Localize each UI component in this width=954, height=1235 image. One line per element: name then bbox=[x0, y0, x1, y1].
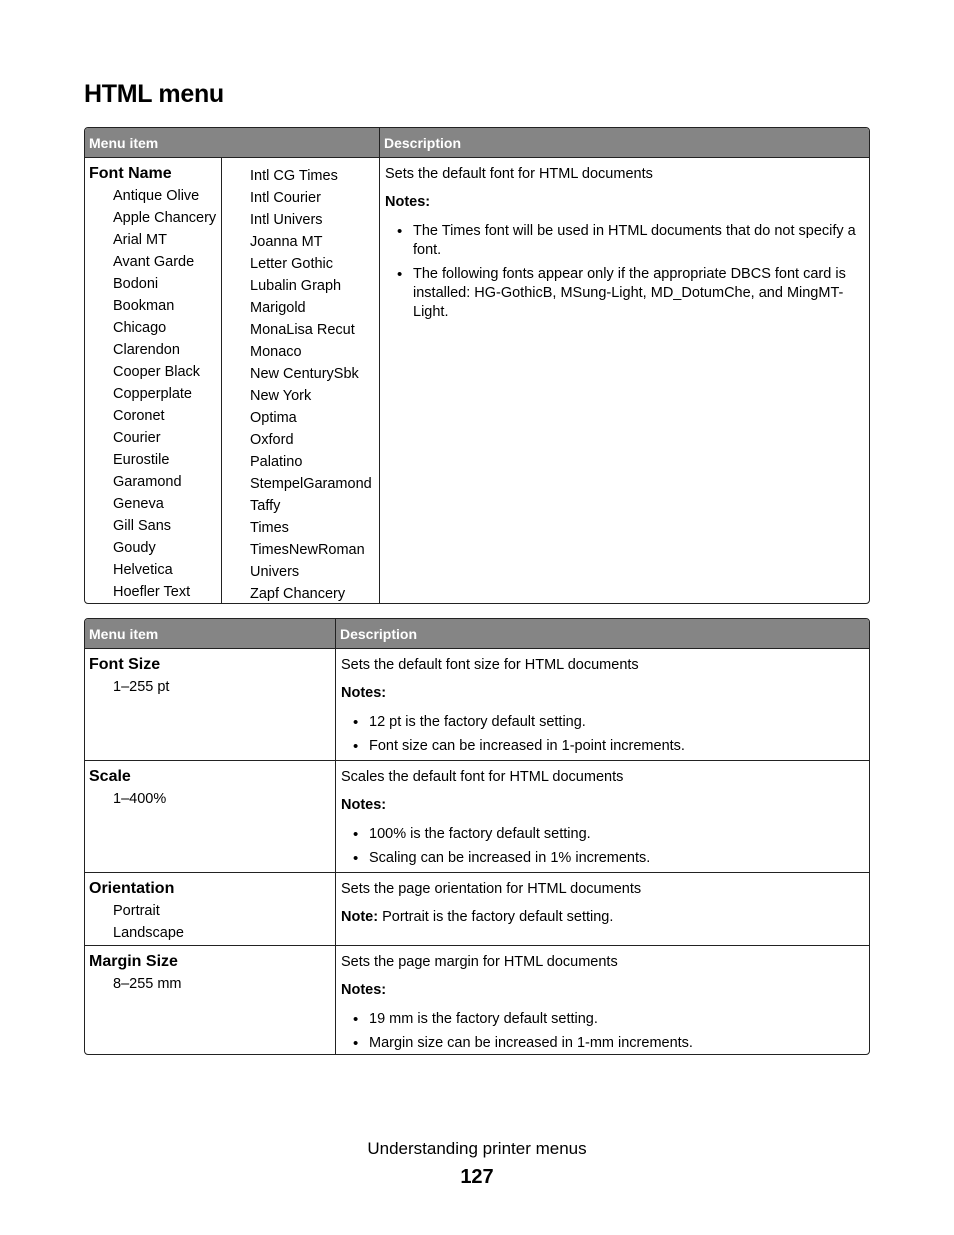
font-list-item: New CenturySbk bbox=[250, 366, 359, 382]
font-list-item: Taffy bbox=[250, 498, 281, 514]
header-menu-item: Menu item bbox=[85, 128, 380, 157]
footer-section-title: Understanding printer menus bbox=[367, 1139, 587, 1158]
font-list-item: Geneva bbox=[113, 496, 164, 512]
font-list-item: Garamond bbox=[113, 474, 182, 490]
font-list-item: Bookman bbox=[113, 298, 175, 314]
font-list-item: StempelGaramond bbox=[250, 476, 372, 492]
description-text: Sets the page orientation for HTML documents bbox=[341, 881, 642, 897]
notes-list bbox=[341, 1010, 863, 1053]
note-item: • 19 mm is the factory default setting. bbox=[341, 1010, 863, 1029]
table-row-margin-size bbox=[85, 945, 869, 1055]
font-list-item: Zapf Chancery bbox=[250, 586, 346, 602]
notes-label: Notes: bbox=[341, 797, 387, 813]
header-menu-item: Menu item bbox=[85, 619, 336, 648]
font-list-item: Gill Sans bbox=[113, 518, 172, 534]
description-text: Sets the default font size for HTML documents bbox=[341, 657, 639, 673]
font-list-item: Coronet bbox=[113, 408, 165, 424]
font-list-item: Courier bbox=[113, 430, 161, 446]
font-settings-table bbox=[84, 618, 870, 1055]
table-header bbox=[85, 128, 869, 158]
font-list-column-1 bbox=[85, 158, 222, 604]
notes-list bbox=[341, 825, 863, 868]
font-list-item: Antique Olive bbox=[113, 188, 200, 204]
font-list-item: Hoefler Text bbox=[113, 584, 191, 600]
menu-item-font-name: Font Name bbox=[89, 165, 172, 182]
font-list-item: Oxford bbox=[250, 432, 294, 448]
font-list-column-2 bbox=[222, 158, 379, 604]
note-line bbox=[341, 908, 863, 927]
note-label: Note: bbox=[341, 909, 379, 925]
font-list-item: Goudy bbox=[113, 540, 156, 556]
menu-item-orientation: Orientation bbox=[89, 880, 175, 897]
font-list-item: Copperplate bbox=[113, 386, 192, 402]
font-name-description bbox=[380, 158, 869, 604]
note-item: • 12 pt is the factory default setting. bbox=[341, 713, 863, 732]
font-list-item: Letter Gothic bbox=[250, 256, 334, 272]
font-list-item: Univers bbox=[250, 564, 300, 580]
font-list-item: Chicago bbox=[113, 320, 167, 336]
note-item: • Margin size can be increased in 1-mm increments. bbox=[341, 1034, 863, 1053]
description-text: Sets the page margin for HTML documents bbox=[341, 954, 618, 970]
font-list-item: Times bbox=[250, 520, 289, 536]
description-text: Scales the default font for HTML documents bbox=[341, 769, 624, 785]
note-text: Portrait is the factory default setting. bbox=[378, 909, 614, 925]
font-name-cell bbox=[85, 158, 380, 604]
table-row-font-size bbox=[85, 649, 869, 760]
font-list-item: TimesNewRoman bbox=[250, 542, 365, 558]
header-description: Description bbox=[340, 626, 418, 642]
font-list-item: Lubalin Graph bbox=[250, 278, 342, 294]
setting-value: 1–400% bbox=[113, 791, 167, 807]
font-list-item: Cooper Black bbox=[113, 364, 201, 380]
notes-label: Notes: bbox=[385, 194, 431, 210]
note-item: • 100% is the factory default setting. bbox=[341, 825, 863, 844]
menu-item-margin-size: Margin Size bbox=[89, 953, 178, 970]
setting-value: Portrait bbox=[113, 903, 160, 919]
notes-list bbox=[385, 222, 863, 322]
menu-item-font-size: Font Size bbox=[89, 656, 161, 673]
font-list-item: Optima bbox=[250, 410, 297, 426]
font-list-item: Clarendon bbox=[113, 342, 180, 358]
font-list-item: Intl Univers bbox=[250, 212, 323, 228]
font-list-item: MonaLisa Recut bbox=[250, 322, 355, 338]
font-list-item: Bodoni bbox=[113, 276, 159, 292]
font-list-item: Eurostile bbox=[113, 452, 170, 468]
setting-value: Landscape bbox=[113, 925, 184, 941]
note-item: • Scaling can be increased in 1% increments. bbox=[341, 849, 863, 868]
font-name-table bbox=[84, 127, 870, 604]
font-list-item: Joanna MT bbox=[250, 234, 323, 250]
font-list-item: New York bbox=[250, 388, 312, 404]
page-title: HTML menu bbox=[84, 80, 224, 108]
font-list-item: Palatino bbox=[250, 454, 303, 470]
note-item: • The Times font will be used in HTML documents that do not specify a font. bbox=[385, 222, 863, 260]
notes-list bbox=[341, 713, 863, 756]
menu-item-scale: Scale bbox=[89, 768, 131, 785]
font-list-item: Marigold bbox=[250, 300, 306, 316]
note-item: • Font size can be increased in 1-point increments. bbox=[341, 737, 863, 756]
page-number: 127 bbox=[460, 1166, 494, 1188]
note-item: • The following fonts appear only if the appropriate DBCS font card is installed: HG-GothicB, MSung-Light, MD_DotumChe, and MingMT-Light. bbox=[385, 265, 863, 322]
notes-label: Notes: bbox=[341, 685, 387, 701]
setting-value: 8–255 mm bbox=[113, 976, 182, 992]
setting-value: 1–255 pt bbox=[113, 679, 170, 695]
table-header bbox=[85, 619, 869, 649]
font-list-item: Helvetica bbox=[113, 562, 173, 578]
font-list-item: Apple Chancery bbox=[113, 210, 217, 226]
table-row-scale bbox=[85, 760, 869, 872]
header-description: Description bbox=[384, 135, 462, 151]
notes-label: Notes: bbox=[341, 982, 387, 998]
font-list-item: Avant Garde bbox=[113, 254, 195, 270]
table-row-orientation bbox=[85, 872, 869, 945]
font-list-item: Intl Courier bbox=[250, 190, 321, 206]
font-list-item: Arial MT bbox=[113, 232, 167, 248]
font-list-item: Intl CG Times bbox=[250, 168, 338, 184]
description-text: Sets the default font for HTML documents bbox=[385, 166, 653, 182]
font-list-item: Monaco bbox=[250, 344, 302, 360]
